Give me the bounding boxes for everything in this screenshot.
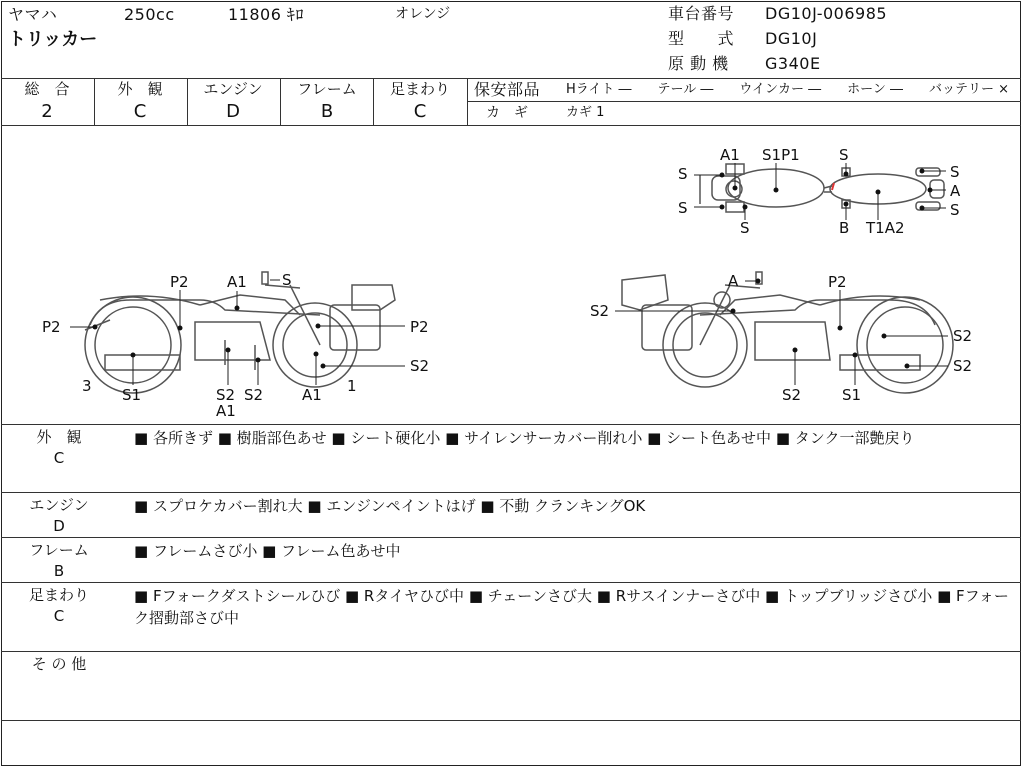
section-grade-engine: D bbox=[53, 517, 65, 535]
left-label: 3 bbox=[82, 377, 92, 395]
section-text-suspension: ■ Fフォークダストシールひび ■ Rタイヤひび中 ■ チェーンさび大 ■ Rサスインナーさび中 ■ トップブリッジさび小 ■ Fフォーク摺動部さび中 bbox=[134, 587, 1009, 627]
top-label: S bbox=[950, 201, 960, 219]
right-label: A bbox=[728, 272, 739, 290]
right-label: S1 bbox=[842, 386, 862, 404]
safety-items: Hライト ― テール ― ウインカー ― ホーン ― バッテリー × bbox=[566, 82, 1010, 97]
left-label: S2 bbox=[410, 357, 430, 375]
divider bbox=[1, 582, 1021, 583]
section-label-engine: エンジン bbox=[29, 496, 89, 514]
top-label: S1P1 bbox=[762, 146, 800, 164]
right-label: P2 bbox=[828, 273, 847, 291]
top-label: T1A2 bbox=[866, 219, 905, 237]
top-label: B bbox=[839, 219, 850, 237]
section-text-frame: ■ フレームさび小 ■ フレーム色あせ中 bbox=[134, 542, 401, 560]
divider bbox=[1, 424, 1021, 425]
right-label: S2 bbox=[953, 327, 973, 345]
grade-label-exterior: 外 観 bbox=[117, 80, 163, 98]
grade-value-frame: B bbox=[320, 101, 334, 122]
section-label-suspension: 足まわり bbox=[28, 586, 89, 604]
left-label: P2 bbox=[410, 318, 429, 336]
marker-dots bbox=[93, 169, 933, 369]
left-label: A1 bbox=[216, 402, 236, 420]
type-value: DG10J bbox=[765, 29, 818, 48]
grade-label-engine: エンジン bbox=[203, 80, 263, 98]
right-label: S2 bbox=[782, 386, 802, 404]
grade-value-exterior: C bbox=[133, 101, 147, 122]
key-label: カ ギ bbox=[486, 105, 528, 121]
maker: ヤマハ bbox=[8, 5, 58, 24]
top-label: S bbox=[950, 163, 960, 181]
grade-value-overall: 2 bbox=[41, 101, 53, 122]
model-name: トリッカー bbox=[8, 29, 98, 50]
section-grade-frame: B bbox=[53, 562, 65, 580]
left-label: A1 bbox=[302, 386, 322, 404]
divider bbox=[1, 651, 1021, 652]
color: オレンジ bbox=[395, 6, 451, 22]
grade-value-engine: D bbox=[226, 101, 240, 122]
section-text-engine: ■ スプロケカバー割れ大 ■ エンジンペイントはげ ■ 不動 クランキングOK bbox=[134, 497, 646, 515]
section-label-frame: フレーム bbox=[29, 541, 89, 559]
right-side-motorcycle bbox=[622, 272, 953, 393]
grade-label-frame: フレーム bbox=[297, 80, 357, 98]
left-label: P2 bbox=[42, 318, 61, 336]
engine-value: G340E bbox=[765, 54, 821, 73]
grade-value-suspension: C bbox=[413, 101, 427, 122]
frame-no-label: 車台番号 bbox=[668, 4, 735, 23]
type-label: 型 式 bbox=[668, 29, 735, 48]
mileage: 11806 ｷﾛ bbox=[228, 5, 304, 24]
grade-label-overall: 総 合 bbox=[24, 80, 70, 98]
left-label: S1 bbox=[122, 386, 142, 404]
left-label: S2 bbox=[216, 386, 236, 404]
frame-no: DG10J-006985 bbox=[765, 4, 888, 23]
safety-label: 保安部品 bbox=[474, 80, 541, 99]
grade-label-suspension: 足まわり bbox=[389, 80, 450, 98]
engine-label: 原 動 機 bbox=[668, 54, 729, 73]
divider bbox=[1, 537, 1021, 538]
divider bbox=[467, 78, 468, 125]
leader-lines bbox=[70, 163, 948, 385]
section-label-other: そ の 他 bbox=[31, 655, 87, 673]
right-label: S2 bbox=[953, 357, 973, 375]
section-grade-exterior: C bbox=[53, 449, 65, 467]
top-label: A1 bbox=[720, 146, 740, 164]
top-label: S bbox=[678, 199, 688, 217]
left-label: S bbox=[282, 271, 292, 289]
left-label: A1 bbox=[227, 273, 247, 291]
divider bbox=[1, 492, 1021, 493]
displacement: 250cc bbox=[124, 5, 175, 24]
divider bbox=[1, 720, 1021, 721]
left-label: S2 bbox=[244, 386, 264, 404]
top-label: S bbox=[839, 146, 849, 164]
top-label: A bbox=[950, 182, 961, 200]
section-grade-suspension: C bbox=[53, 607, 65, 625]
left-label: 1 bbox=[347, 377, 357, 395]
divider bbox=[1, 78, 1021, 79]
section-text-exterior: ■ 各所きず ■ 樹脂部色あせ ■ シート硬化小 ■ サイレンサーカバー削れ小 ■ シート色あせ中 ■ タンク一部艶戻り bbox=[134, 429, 915, 447]
top-label: S bbox=[678, 165, 688, 183]
top-label: S bbox=[740, 219, 750, 237]
section-label-exterior: 外 観 bbox=[36, 428, 82, 446]
damage-diagram bbox=[0, 126, 1024, 426]
left-label: P2 bbox=[170, 273, 189, 291]
divider bbox=[467, 101, 1021, 102]
key-value: カギ 1 bbox=[566, 105, 605, 120]
right-label: S2 bbox=[590, 302, 610, 320]
